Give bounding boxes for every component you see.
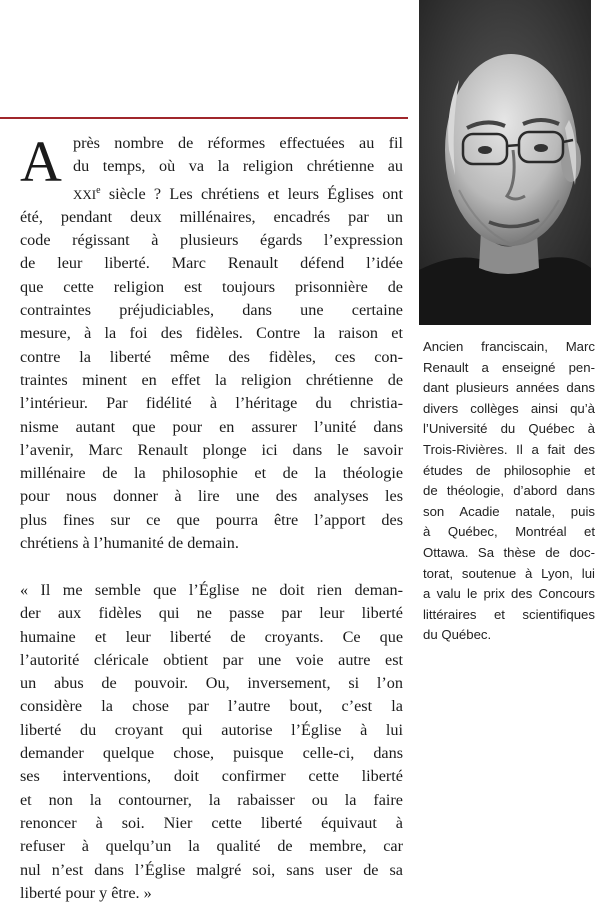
quote-line: un abus de pouvoir. Ou, inversement, si l’on — [20, 674, 403, 693]
red-divider-rule — [0, 117, 408, 119]
body-line: près nombre de réformes effectuées au fil — [73, 134, 403, 152]
drop-cap-letter: A — [20, 129, 62, 194]
body-line: que cette religion est toujours prisonnière de — [20, 277, 403, 296]
quote-line: et non la contourner, la rabaisser ou la faire — [20, 790, 403, 809]
quote-line: liberté pour y être. » — [20, 883, 152, 902]
body-line-century — [20, 179, 403, 206]
century-suffix: e — [96, 184, 101, 196]
quote-line: l’autorité cléricale obtient par une voie autre est — [20, 650, 403, 669]
author-portrait-photo — [419, 0, 591, 325]
caption-line: l’Université du Québec à — [423, 421, 595, 437]
body-line-text: siècle ? Les chrétiens et leurs Églises ont — [108, 184, 403, 203]
caption-line: de théologie, d’abord dans — [423, 483, 595, 499]
quote-line: demander quelque chose, puisque celle-ci, dans — [20, 744, 403, 763]
caption-line: Ancien franciscain, Marc — [423, 339, 595, 354]
portrait-illustration — [419, 0, 591, 325]
body-line: pour nous donner à lire une des analyses les — [20, 487, 403, 506]
caption-line: son Acadie natale, puis — [423, 503, 595, 519]
quote-line: « Il me semble que l’Église ne doit rien deman- — [20, 581, 403, 599]
body-line: code régissant à plusieurs égards l’expression — [20, 231, 403, 250]
body-line: de leur liberté. Marc Renault défend l’idée — [20, 254, 403, 273]
body-line: été, pendant deux millénaires, encadrés par un — [20, 207, 403, 226]
quote-line: refuser à quelqu’un la qualité de membre, car — [20, 837, 403, 856]
body-line: millénaire de la philosophie et de la théologie — [20, 464, 403, 483]
quote-line: considère la chose par l’autre bout, c’est la — [20, 697, 403, 716]
body-line: chrétiens à l’humanité de demain. — [20, 534, 239, 553]
description-paragraph — [20, 129, 403, 555]
quote-line: ses interventions, doit confirmer cette liberté — [20, 767, 403, 786]
caption-line: à Québec, Montréal et — [423, 524, 595, 540]
body-line: mesure, à la foi des fidèles. Contre la raison et — [20, 324, 403, 343]
caption-line: dant plusieurs années dans — [423, 380, 595, 396]
caption-line: divers collèges ainsi qu’à — [423, 400, 595, 416]
quote-line: nul n’est dans l’Église malgré soi, sans user de sa — [20, 860, 403, 879]
author-quote — [20, 579, 403, 905]
body-line: du temps, où va la religion chrétienne au — [73, 157, 403, 176]
quote-line: humaine et leur liberté de croyants. Ce que — [20, 627, 403, 646]
body-line: contraintes préjudiciables, dans une certaine — [20, 301, 403, 320]
caption-line: du Québec. — [423, 627, 492, 643]
caption-line: littéraires et scientifiques — [423, 606, 595, 622]
caption-line: Ottawa. Sa thèse de doc- — [423, 544, 595, 560]
body-line: plus fines sur ce que pourra être l’apport des — [20, 510, 403, 529]
caption-line: Renault a enseigné pen- — [423, 359, 595, 375]
body-line: contre la liberté même des fidèles, ces con- — [20, 347, 403, 366]
caption-line: Trois-Rivières. Il a fait des — [423, 441, 595, 457]
body-line: traintes minent en effet la religion chrétienne de — [20, 370, 403, 389]
caption-line: torat, soutenue à Lyon, lui — [423, 565, 595, 581]
caption-line: a valu le prix des Concours — [423, 586, 595, 602]
quote-line: der aux fidèles qui ne passe par leur liberté — [20, 604, 403, 623]
quote-line: liberté du croyant qui autorise l’Église à lui — [20, 720, 403, 739]
body-line: l’avenir, Marc Renault plonge ici dans le savoir — [20, 440, 403, 459]
quote-line: renoncer à soi. Nier cette liberté équivaut à — [20, 813, 403, 832]
century-roman: XXI — [73, 186, 97, 202]
body-line: nisme autant que pour en assurer l’unité dans — [20, 417, 403, 436]
body-line: l’intérieur. Par fidélité à l’héritage du christia- — [20, 394, 403, 413]
author-bio-caption — [423, 337, 595, 646]
caption-line: études de philosophie et — [423, 462, 595, 478]
